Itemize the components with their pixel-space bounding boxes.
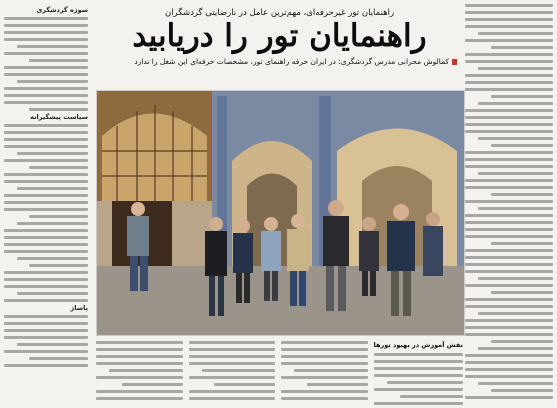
text-line [17,80,88,83]
text-line [4,236,88,239]
text-line [4,208,88,211]
text-line [189,376,276,379]
text-line [465,305,553,308]
text-line [96,348,183,351]
left-section-head-2: سیاست پیشگیرانه [30,113,88,121]
text-line [465,228,553,231]
text-line [109,369,183,372]
text-line [465,179,553,182]
tour-group-photo [97,91,464,335]
text-line [465,249,553,252]
text-line [189,341,276,344]
text-line [465,221,553,224]
text-line [4,250,88,253]
text-line [465,18,553,21]
text-line [4,17,88,20]
text-line [17,45,88,48]
text-line [29,59,88,62]
text-line [465,298,553,301]
text-line [4,159,88,162]
right-column [465,4,553,404]
text-line [465,74,553,77]
text-line [465,60,553,63]
text-line [4,124,88,127]
text-line [294,369,368,372]
article-headline: راهنمایان تور را دریابید [132,18,427,54]
text-line [374,388,463,391]
text-line [374,367,463,370]
text-line [4,243,88,246]
text-line [122,383,183,386]
text-line [96,362,183,365]
text-line [17,343,88,346]
text-line [29,215,88,218]
text-line [478,102,553,105]
text-line [491,291,553,294]
text-line [4,101,88,104]
text-line [465,256,553,259]
bottom-subhead: نقش آموزش در بهبود تورها [373,341,463,349]
text-line [4,52,88,55]
text-line [465,25,553,28]
text-line [465,123,553,126]
text-line [4,66,88,69]
article-subtitle-text: کمالوش محرابی مدرس گردشگری: در ایران حرفه راهنمای تور، مشخصات حرفه‌ای این شغل را ندارد [134,57,449,66]
text-line [478,207,553,210]
text-line [307,383,368,386]
text-line [96,390,183,393]
text-line [281,341,368,344]
text-line [374,353,463,356]
text-line [478,382,553,385]
article-kicker: راهنمایان تور غیرحرفه‌ای، مهم‌ترین عامل در نارضایتی گردشگران [164,8,395,18]
text-line [4,322,88,325]
text-line [491,242,553,245]
text-line [465,361,553,364]
text-line [189,390,276,393]
text-line [96,376,183,379]
article-photo [96,90,465,336]
text-line [465,319,553,322]
text-line [281,390,368,393]
text-line [465,39,553,42]
text-line [478,347,553,350]
text-line [465,53,553,56]
text-line [96,397,183,400]
article-subtitle [96,57,457,66]
text-line [4,173,88,176]
text-line [478,32,553,35]
text-line [29,264,88,267]
text-line [4,131,88,134]
text-line [465,11,553,14]
text-line [189,397,276,400]
text-line [281,348,368,351]
text-line [491,95,553,98]
text-line [281,362,368,365]
text-line [465,81,553,84]
text-line [465,158,553,161]
text-line [465,109,553,112]
text-line [478,277,553,280]
text-line [4,138,88,141]
bottom-columns [96,341,463,405]
text-line [4,336,88,339]
text-line [4,285,88,288]
text-line [29,166,88,169]
text-line [281,355,368,358]
text-line [465,284,553,287]
text-line [465,88,553,91]
text-line [478,312,553,315]
text-line [17,222,88,225]
text-line [4,299,88,302]
text-line [202,369,276,372]
text-line [465,368,553,371]
text-line [465,235,553,238]
text-line [17,152,88,155]
text-line [465,130,553,133]
text-line [465,186,553,189]
text-line [4,271,88,274]
text-line [478,67,553,70]
text-line [281,397,368,400]
text-line [491,46,553,49]
text-line [4,94,88,97]
left-section-head-3: پاساژ [70,304,88,312]
text-line [189,362,276,365]
text-line [96,341,183,344]
text-line [465,375,553,378]
left-section-head: سوژه گردشگری [36,6,88,14]
text-line [465,4,553,7]
text-line [465,165,553,168]
text-line [465,354,553,357]
text-line [465,326,553,329]
text-line [374,360,463,363]
text-line [465,200,553,203]
text-line [4,329,88,332]
text-line [374,374,463,377]
text-line [465,333,553,336]
text-line [465,263,553,266]
text-line [4,145,88,148]
text-line [4,278,88,281]
text-line [17,257,88,260]
text-line [4,229,88,232]
text-line [478,172,553,175]
text-line [465,214,553,217]
text-line [4,194,88,197]
text-line [387,381,463,384]
text-line [465,396,553,399]
text-line [29,357,88,360]
text-line [4,350,88,353]
text-line [4,315,88,318]
text-line [400,395,463,398]
text-line [29,108,88,111]
text-line [4,180,88,183]
text-line [491,389,553,392]
text-line [4,31,88,34]
text-line [4,87,88,90]
text-line [4,24,88,27]
main-article [96,4,463,404]
text-line [465,270,553,273]
text-line [4,201,88,204]
text-line [17,292,88,295]
text-line [491,144,553,147]
text-line [189,348,276,351]
text-line [189,355,276,358]
text-line [4,38,88,41]
text-line [4,364,88,367]
text-line [17,187,88,190]
text-line [374,402,463,405]
text-line [465,116,553,119]
text-line [491,340,553,343]
left-column [4,4,88,404]
text-line [491,193,553,196]
bullet-icon [452,59,457,65]
text-line [281,376,368,379]
text-line [214,383,275,386]
text-line [478,137,553,140]
text-line [96,355,183,358]
text-line [4,73,88,76]
text-line [465,151,553,154]
